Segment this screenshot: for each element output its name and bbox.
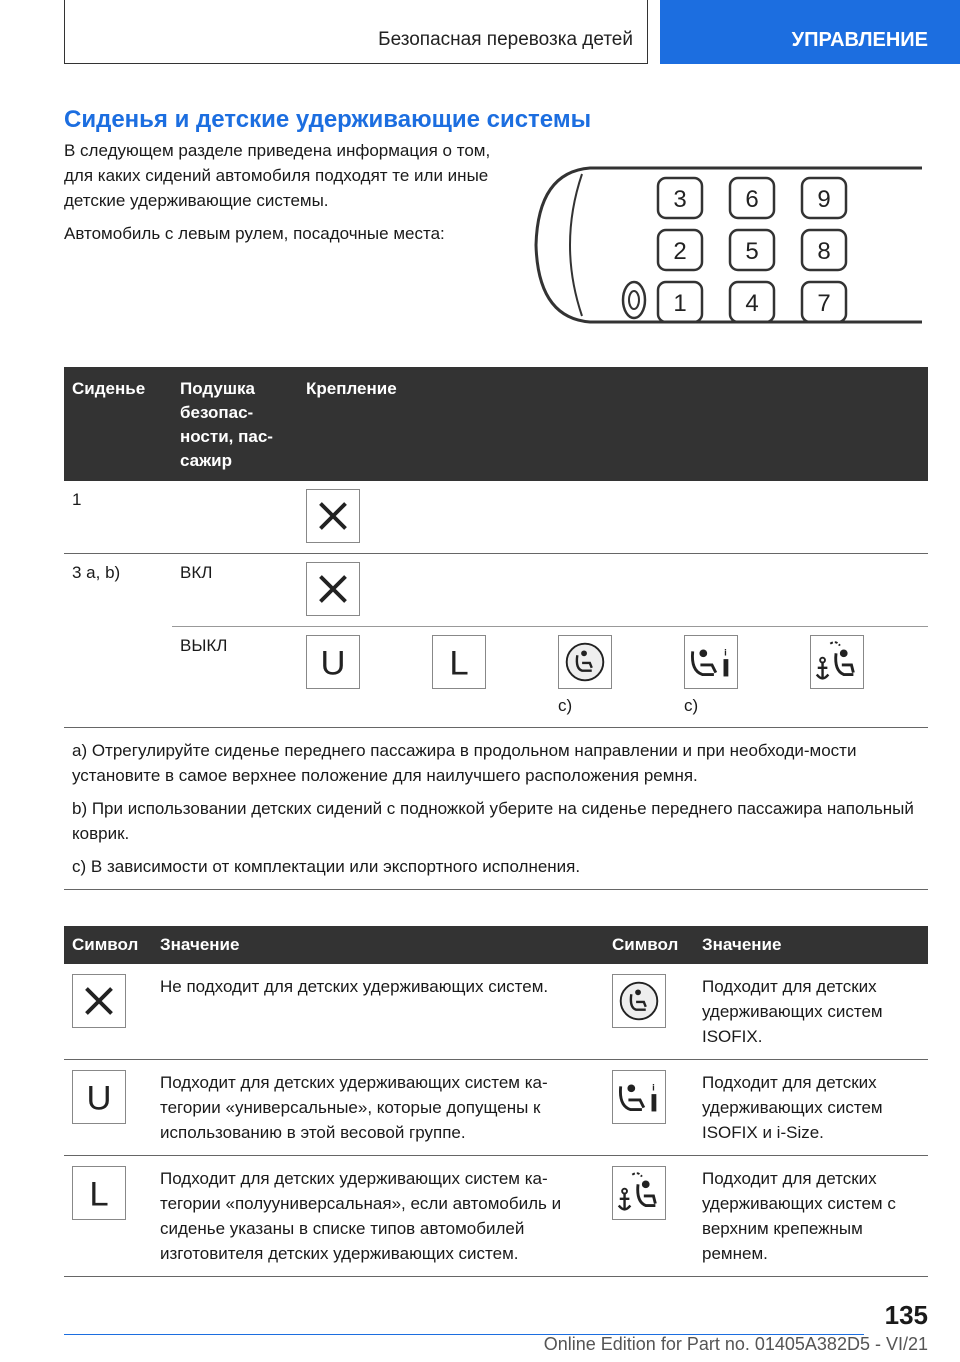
legend-meaning: Подходит для детских удерживающих систем ка-тегории «полууниверсальная», если автомобиль и сиденье указаны в списке типов автомобилей изготовителя детских удерживающих систем. bbox=[152, 1156, 604, 1277]
intro-paragraph-2: Автомобиль с левым рулем, посадочные места: bbox=[64, 224, 445, 243]
semi-universal-l-icon bbox=[432, 635, 486, 689]
header-chapter[interactable] bbox=[660, 0, 960, 64]
symbol-l-letter: L bbox=[89, 1175, 109, 1214]
seat-cell: 1 bbox=[64, 481, 172, 554]
seat-number: 7 bbox=[817, 290, 831, 317]
airbag-cell: ВЫКЛ bbox=[180, 636, 228, 655]
col-header-symbol-1: Символ bbox=[64, 926, 152, 964]
table-row bbox=[64, 554, 928, 627]
symbol-u-letter: U bbox=[86, 1079, 112, 1118]
symbol-l-letter: L bbox=[449, 644, 469, 683]
table-row bbox=[64, 964, 928, 1060]
seat-grid bbox=[658, 178, 846, 322]
legend-meaning: Не подходит для детских удерживающих систем. bbox=[152, 964, 604, 1060]
seat-number: 4 bbox=[745, 290, 759, 317]
not-suitable-icon bbox=[306, 489, 360, 543]
symbol-i-letter: i bbox=[724, 647, 727, 659]
airbag-cell: ВКЛ bbox=[172, 554, 298, 627]
symbol-i-letter: i bbox=[652, 1082, 655, 1094]
seat-table bbox=[64, 367, 928, 890]
not-suitable-icon bbox=[306, 562, 360, 616]
page-number: 135 bbox=[884, 1300, 928, 1330]
isofix-icon bbox=[558, 635, 612, 689]
symbol-u-letter: U bbox=[320, 644, 346, 683]
universal-u-icon bbox=[72, 1070, 126, 1124]
col-header-seat: Сиденье bbox=[64, 367, 172, 481]
table-row bbox=[64, 627, 928, 728]
steering-wheel-icon bbox=[623, 282, 645, 318]
col-header-symbol-2: Символ bbox=[604, 926, 694, 964]
table-row bbox=[64, 1060, 928, 1156]
isofix-i-size-icon bbox=[684, 635, 738, 689]
top-tether-icon bbox=[612, 1166, 666, 1220]
seat-number: 5 bbox=[745, 238, 759, 265]
car-front-line bbox=[570, 174, 582, 316]
symbol-legend-table bbox=[64, 926, 928, 1277]
legend-meaning: Подходит для детских удерживающих систем ка-тегории «универсальные», которые допущены к использованию в этой весовой группе. bbox=[152, 1060, 604, 1156]
table-row bbox=[64, 728, 928, 890]
legend-table-header bbox=[64, 926, 928, 964]
footnote-c: c) В зависимости от комплектации или экспортного исполнения. bbox=[72, 857, 581, 876]
seat-number: 9 bbox=[817, 186, 831, 213]
seat-cell: 3 a, b) bbox=[72, 563, 121, 582]
seat-number: 1 bbox=[673, 290, 687, 317]
legend-meaning: Подходит для детских удерживающих систем ISOFIX и i-Size. bbox=[694, 1060, 928, 1156]
table-row bbox=[64, 1156, 928, 1277]
page-title: Сиденья и детские удерживающие системы bbox=[64, 106, 592, 133]
footer-edition: Online Edition for Part no. 01405A382D5 - VI/21 bbox=[543, 1334, 928, 1354]
col-header-mount: Крепление bbox=[298, 367, 928, 481]
footnote-c-marker: c) bbox=[684, 696, 699, 715]
isofix-i-size-icon bbox=[612, 1070, 666, 1124]
intro-text bbox=[64, 138, 494, 254]
header-section bbox=[64, 0, 648, 64]
universal-u-icon bbox=[306, 635, 360, 689]
table-row bbox=[64, 481, 928, 554]
header-section-label: Безопасная перевозка детей bbox=[378, 29, 633, 50]
legend-meaning: Подходит для детских удерживающих систем ISOFIX. bbox=[694, 964, 928, 1060]
seat-table-header bbox=[64, 367, 928, 481]
footnote-c-marker: c) bbox=[558, 696, 573, 715]
footnote-b: b) При использовании детских сидений с подножкой уберите на сиденье переднего пассажира напольный коврик. bbox=[72, 799, 914, 843]
col-header-airbag: Подушка безопас-ности, пас-сажир bbox=[172, 367, 298, 481]
not-suitable-icon bbox=[72, 974, 126, 1028]
col-header-meaning-2: Значение bbox=[694, 926, 928, 964]
isofix-icon bbox=[612, 974, 666, 1028]
seat-number: 6 bbox=[745, 186, 759, 213]
semi-universal-l-icon bbox=[72, 1166, 126, 1220]
footnote-a: a) Отрегулируйте сиденье переднего пассажира в продольном направлении и при необходи-мости установите в самое верхнее положение для наилучшего расположения ремня. bbox=[72, 741, 857, 785]
col-header-meaning-1: Значение bbox=[152, 926, 604, 964]
footnotes bbox=[64, 728, 928, 890]
intro-paragraph-1: В следующем разделе приведена информация о том, для каких сидений автомобиля подходят те или иные детские удерживающие системы. bbox=[64, 141, 491, 210]
legend-meaning: Подходит для детских удерживающих систем с верхним крепежным ремнем. bbox=[694, 1156, 928, 1277]
seat-number: 8 bbox=[817, 238, 831, 265]
seat-layout-diagram bbox=[530, 150, 930, 340]
header-chapter-label: УПРАВЛЕНИЕ bbox=[791, 29, 928, 51]
seat-number: 3 bbox=[673, 186, 687, 213]
seat-number: 2 bbox=[673, 238, 687, 265]
top-tether-icon bbox=[810, 635, 864, 689]
